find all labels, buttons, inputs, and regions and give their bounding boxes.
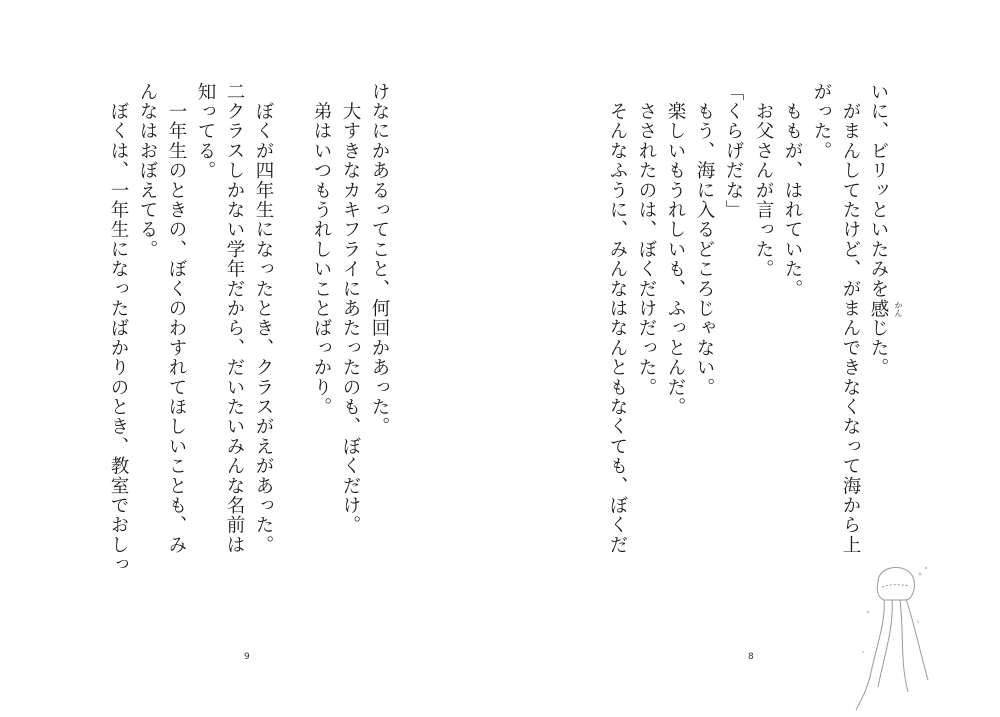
text-line-r4 — [778, 82, 807, 562]
text-line-l10 — [104, 82, 133, 575]
text-line-l5 — [249, 82, 278, 562]
text-line-l6-text: 二クラスしかない学年だから、だいたいみんな名前は — [224, 82, 245, 555]
text-line-r6-text: 「くらげだな」 — [723, 82, 744, 220]
page-number-left: 9 — [244, 652, 250, 662]
text-line-r8 — [661, 82, 690, 562]
text-line-r2 — [836, 82, 865, 562]
jellyfish-illustration — [848, 552, 938, 712]
ruby-reading: かん — [894, 300, 903, 317]
text-line-r8-text: 楽しいもうれしいも、ふっとんだ。 — [665, 82, 686, 417]
text-line-l5-text: ぼくが四年生になったとき、クラスがえがあった。 — [253, 82, 274, 555]
text-line-r7 — [690, 82, 719, 562]
text-line-r4-text: ももが、はれていた。 — [782, 82, 803, 299]
text-line-r7-text: もう、海に入るどころじゃない。 — [694, 82, 715, 398]
text-line-l2-text: 大すきなカキフライにあたったのも、ぼくだけ。 — [340, 82, 361, 536]
page-number-right: 8 — [748, 652, 754, 662]
text-line-l6 — [220, 82, 249, 562]
text-line-l9 — [133, 82, 162, 562]
text-line-l1-text: けなにかあるってこと、何回かあった。 — [369, 82, 390, 437]
text-line-r2-text: がまんしてたけど、がまんできなくなって海から上 — [840, 82, 861, 555]
text-line-l9-text: んなはおぼえてる。 — [137, 82, 158, 260]
text-line-l1 — [365, 82, 394, 562]
text-line-l7 — [191, 82, 220, 562]
text-line-r9 — [632, 82, 661, 562]
text-line-l8 — [162, 82, 191, 562]
text-line-l3 — [307, 82, 336, 562]
text-line-r6 — [719, 82, 748, 562]
text-line-r3 — [807, 82, 836, 562]
text-line-r3-text: がった。 — [811, 82, 832, 161]
text-line-l2 — [336, 82, 365, 562]
text-line-r5-text: お父さんが言った。 — [753, 82, 774, 279]
text-line-r10 — [603, 82, 632, 562]
ruby-base: 感 かん — [868, 298, 903, 319]
text-line-r1-text: いに、ビリッといたみを感 かん じた。 — [868, 82, 903, 378]
text-line-l8-text: 一年生のときの、ぼくのわすれてほしいことも、み — [166, 82, 187, 555]
text-line-l7-text: 知ってる。 — [195, 82, 216, 181]
text-line-r9-text: さされたのは、ぼくだけだった。 — [636, 82, 657, 398]
text-line-r10-text: そんなふうに、みんなはなんともなくても、ぼくだ — [607, 82, 628, 555]
text-line-r5 — [749, 82, 778, 562]
text-line-r1 — [864, 82, 903, 562]
text-line-l3-text: 弟はいつもうれしいことばっかり。 — [311, 82, 332, 417]
text-line-l10-text: ぼくは、一年生になったばかりのとき、教室でおしっ — [108, 82, 129, 575]
